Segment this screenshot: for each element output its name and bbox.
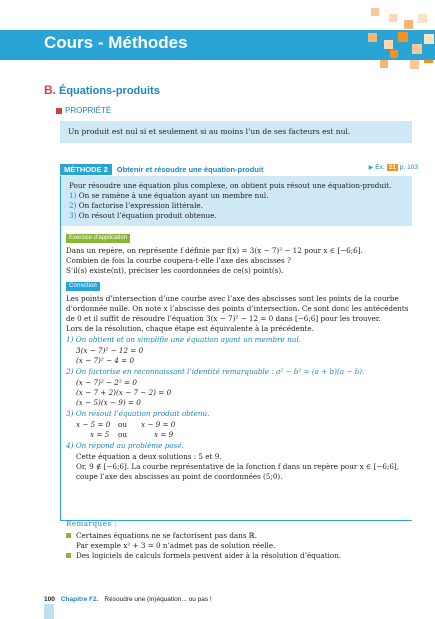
footer-decoration <box>44 604 54 619</box>
ref-number: 21 <box>388 164 396 171</box>
section-title: Équations-produits <box>59 85 160 97</box>
correction-line-2: d’ordonnée nulle. On note x l’abscisse des points d’intersection. Ce sont donc les antécédents <box>66 304 409 313</box>
exercise-line-3: S’il(s) existe(nt), préciser les coordonnées de ce(s) point(s). <box>66 266 284 275</box>
equation: (x − 7 + 2)(x − 7 − 2) = 0 <box>76 388 172 397</box>
remarques-title: Remarques : <box>66 520 118 528</box>
correction-badge: Correction <box>66 282 100 291</box>
equation: x = 9 <box>154 430 174 439</box>
square-bullet-icon <box>66 553 71 558</box>
correction-line-3: de 0 et il suffit de résoudre l’équation 3(x − 7)² − 12 = 0 dans [−6;6] pour les trouver. <box>66 314 381 323</box>
method-title: Obtenir et résoudre une équation-produit <box>116 165 264 174</box>
header-squares <box>360 30 435 60</box>
remarque-item: Par exemple x² + 3 = 0 n’admet pas de solution réelle. <box>76 541 276 550</box>
triangle-right-icon: ▶ <box>368 165 374 171</box>
square-bullet-icon <box>66 533 71 538</box>
correction-step-1: 1) On obtient et on simplifie une équation ayant un membre nul. <box>66 335 301 344</box>
propriete-label: PROPRIÉTÉ <box>65 106 112 115</box>
correction-step-3: 3) On résout l’équation produit obtenu. <box>66 409 210 418</box>
equation: x = 5 <box>90 430 110 439</box>
or-word: ou <box>118 420 127 429</box>
remarque-item: Certaines équations ne se factorisent pas dans ℝ. <box>76 531 258 540</box>
method-tag: MÉTHODE 2 <box>60 164 112 175</box>
square-bullet-icon <box>56 108 62 114</box>
page-number: 100 <box>44 596 55 603</box>
exercise-badge: Exercice d’application <box>66 234 130 243</box>
ref-prefix: Ex. <box>375 164 385 171</box>
method-step-3: 3) On résout l’équation produit obtenue. <box>69 211 217 220</box>
method-step-2: 2) On factorise l’expression littérale. <box>69 201 203 210</box>
section-heading <box>44 83 160 97</box>
correction-line-1: Les points d’intersection d’une courbe avec l’axe des abscisses sont les points de la courbe <box>66 294 399 303</box>
method-intro: Pour résoudre une équation plus complexe, on obtient puis résout une équation-produit. <box>69 181 392 190</box>
answer-line-2: Or, 9 ∉ [−6;6]. La courbe représentative de la fonction f dans un repère pour x ∈ [−6;6], <box>76 462 400 471</box>
ref-page: p. 103 <box>399 164 418 171</box>
equation: (x − 7)² − 2² = 0 <box>76 378 137 387</box>
correction-line-4: Lors de la résolution, chaque étape est équivalente à la précédente. <box>66 324 314 333</box>
equation: (x − 7)² − 4 = 0 <box>76 356 135 365</box>
remarque-item: Des logiciels de calculs formels peuvent aider à la résolution d’équation. <box>76 551 342 560</box>
equation: 3(x − 7)² − 12 = 0 <box>76 346 144 355</box>
propriete-heading <box>56 106 111 115</box>
equation: (x − 5)(x − 9) = 0 <box>76 398 141 407</box>
correction-step-4: 4) On répond au problème posé. <box>66 441 184 450</box>
method-step-1: 1) On se ramène à une équation ayant un membre nul. <box>69 191 269 200</box>
method-header <box>60 163 418 176</box>
exercise-reference[interactable] <box>369 164 418 171</box>
exercise-line-1: Dans un repère, on représente f définie par f(x) = 3(x − 7)² − 12 pour x ∈ [−6;6]. <box>66 246 363 255</box>
or-word: ou <box>118 430 127 439</box>
exercise-line-2: Combien de fois la courbe coupera-t-elle l’axe des abscisses ? <box>66 256 291 265</box>
propriete-text: Un produit est nul si et seulement si au moins l’un de ses facteurs est nul. <box>68 127 351 136</box>
propriete-box <box>60 121 412 143</box>
equation: x − 9 = 0 <box>141 420 176 429</box>
page-title: Cours - Méthodes <box>44 33 188 52</box>
correction-step-2: 2) On factorise en reconnaissant l’identité remarquable : a² − b² = (a + b)(a − b). <box>66 367 365 376</box>
equation: x − 5 = 0 <box>76 420 111 429</box>
answer-line-3: coupe l’axe des abscisses au point de coordonnées (5;0). <box>76 472 283 481</box>
chapter-label: Chapitre F2. <box>60 596 99 603</box>
page-footer <box>44 596 212 603</box>
chapter-title: Résoudre une (in)équation... ou pas ! <box>104 596 212 603</box>
answer-line-1: Cette équation a deux solutions : 5 et 9. <box>76 452 222 461</box>
section-letter: B. <box>44 83 56 97</box>
